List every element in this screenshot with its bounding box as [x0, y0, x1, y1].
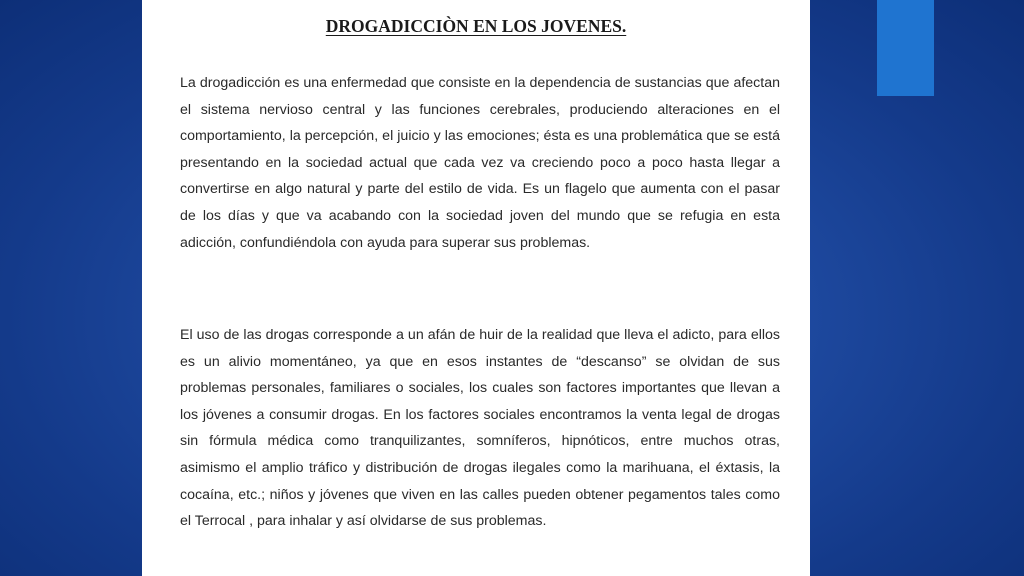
paragraph-1: La drogadicción es una enfermedad que consiste en la dependencia de sustancias que afectan el sistema nervioso central y las funciones cerebrales, produciendo alteraciones en el comportamiento, la percepción, el juicio y las emociones; ésta es una problemática que se está presentando en la sociedad actual que cada vez va creciendo poco a poco hasta llegar a convertirse en algo natural y parte del estilo de vida. Es un flagelo que aumenta con el pasar de los días y que va acabando con la sociedad joven del mundo que se refugia en esta adicción, confundiéndola con ayuda para superar sus problemas.: [180, 75, 780, 251]
paragraph-2: El uso de las drogas corresponde a un afán de huir de la realidad que lleva el adicto, para ellos es un alivio momentáneo, ya que en esos instantes de “descanso” se olvidan de sus problemas personales, familiares o sociales, los cuales son factores importantes que llevan a los jóvenes a consumir drogas. En los factores sociales encontramos la venta legal de drogas sin fórmula médica como tranquilizantes, somníferos, hipnóticos, entre muchos otras, asimismo el amplio tráfico y distribución de drogas ilegales como la marihuana, el éxtasis, la cocaína, etc.; niños y jóvenes que viven en las calles pueden obtener pegamentos tales como el Terrocal , para inhalar y así olvidarse de sus problemas.: [180, 327, 780, 530]
document-page: [142, 0, 810, 576]
document-title: DROGADICCIÒN EN LOS JOVENES.: [325, 16, 627, 36]
accent-bar: [877, 0, 934, 96]
